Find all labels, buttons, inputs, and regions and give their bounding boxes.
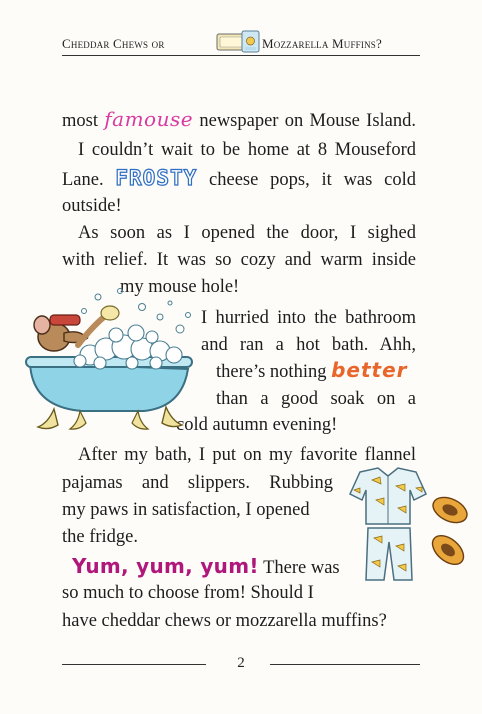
text-line-15: my paws in satisfaction, I opened (62, 500, 310, 520)
better-word: better (331, 358, 408, 382)
footer-rule-right (270, 664, 420, 665)
text-line-5: As soon as I opened the door, I sighed (78, 223, 416, 243)
footer-rule-left (62, 664, 206, 665)
text-line-6: with relief. It was so cozy and warm inside (62, 250, 416, 270)
header-rule (62, 55, 420, 56)
text-line-14: pajamas and slippers. Rubbing (62, 473, 333, 493)
text-line-8: I hurried into the bathroom (201, 308, 416, 328)
yum-yum-yum-text: Yum, yum, yum! (72, 554, 259, 578)
text-line-3: Lane. FROSTY cheese pops, it was cold (62, 166, 416, 190)
famouse-word: famouse (104, 107, 194, 131)
text-line-16: the fridge. (62, 527, 139, 547)
pajamas-and-slippers-illustration (336, 466, 472, 586)
mouse-in-bathtub-illustration (20, 285, 198, 445)
text-line-11: than a good soak on a (216, 389, 416, 409)
text-line-1: most famouse newspaper on Mouse Island. (62, 107, 416, 131)
text-line-7: my mouse hole! (120, 277, 240, 297)
text-line-19: have cheddar chews or mozzarella muffins? (62, 611, 387, 631)
page-number: 2 (237, 655, 245, 671)
frosty-word: FROSTY (115, 166, 198, 190)
header-title-right: Mozzarella Muffins? (262, 36, 382, 51)
text-line-12: cold autumn evening! (176, 415, 338, 435)
text-line-9: and ran a hot bath. Ahh, (201, 335, 416, 355)
cheese-box-icon (214, 28, 262, 56)
text-line-18: so much to choose from! Should I (62, 583, 314, 603)
text-line-4: outside! (62, 196, 122, 216)
text-line-13: After my bath, I put on my favorite flannel (78, 445, 416, 465)
text-line-2: I couldn’t wait to be home at 8 Mouseford (78, 140, 416, 160)
running-header (62, 28, 420, 56)
text-line-10: there’s nothing better (216, 358, 408, 382)
text-line-17: Yum, yum, yum! There was (72, 554, 340, 578)
header-title-left: Cheddar Chews or (62, 36, 165, 51)
